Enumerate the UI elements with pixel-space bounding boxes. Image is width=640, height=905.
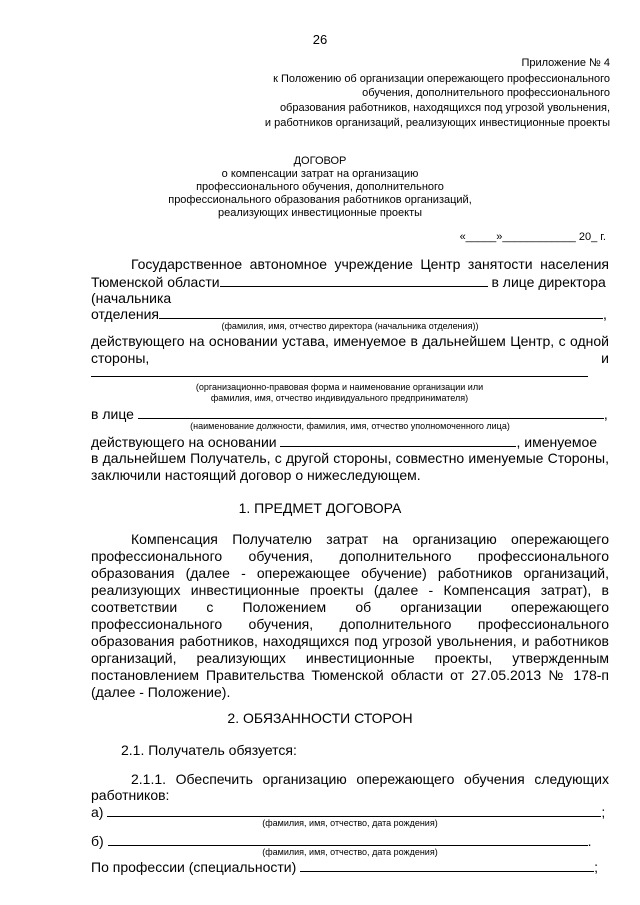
intro-line-6 [91, 350, 609, 367]
worker-a-blank[interactable] [107, 803, 601, 817]
item-a-marker: а) [91, 804, 104, 820]
section-1-line: постановлением Правительства Тюменской области от 27.05.2013 № 178-п [91, 667, 609, 683]
organization-name-blank[interactable] [91, 376, 588, 377]
profession-line [91, 858, 609, 876]
worker-b-blank[interactable] [108, 832, 588, 846]
department-text: отделения [91, 306, 160, 322]
semicolon: ; [601, 804, 606, 820]
person-text: в лице [91, 406, 134, 422]
section-1-line: (далее - Положение). [91, 684, 231, 700]
director-name-blank[interactable] [159, 305, 603, 319]
intro-line-3: (начальника [91, 290, 172, 306]
director-text: в лице директора [491, 274, 606, 290]
region-blank[interactable] [220, 273, 488, 287]
section-1-line: образования работников, находящихся под угрозой увольнения, и работников [91, 633, 609, 649]
basis-text: действующего на основании [91, 434, 277, 450]
section-2-heading: 2. ОБЯЗАННОСТИ СТОРОН [227, 710, 413, 726]
section-1-line: реализующих инвестиционные проекты (далее - Компенсация затрат), в [91, 582, 609, 598]
clause-2-1-1-cont: работников: [91, 787, 170, 803]
contract-subtitle-2: профессионального обучения, дополнительного [196, 181, 444, 193]
basis-blank[interactable] [280, 433, 516, 447]
intro-line-9: в дальнейшем Получатель, с другой стороны, совместно именуемые Стороны, [91, 450, 609, 466]
section-1-line: образования (далее - опережающее обучение) работников организаций, [91, 565, 609, 581]
comma: , [603, 306, 607, 322]
contract-subtitle-4: реализующих инвестиционные проекты [217, 207, 423, 219]
page-number: 26 [312, 32, 328, 47]
organization-hint-2: фамилия, имя, отчество индивидуального предпринимателя) [210, 393, 469, 403]
contract-subtitle-1: о компенсации затрат на организацию [221, 168, 419, 180]
semicolon: ; [594, 859, 599, 875]
section-1-line: профессионального обучения, дополнительного профессионального [91, 548, 609, 564]
named-text: , именуемое [516, 434, 598, 450]
contract-subtitle-3: профессионального образования работников организаций, [168, 194, 472, 206]
intro-line-2 [91, 273, 609, 291]
and-text: и [601, 350, 609, 366]
item-b-marker: б) [91, 833, 104, 849]
intro-line-10: заключили настоящий договор о нижеследующем. [91, 467, 421, 483]
clause-2-1: 2.1. Получатель обязуется: [121, 742, 297, 758]
clause-2-1-1: 2.1.1. Обеспечить организацию опережающего обучения следующих [131, 771, 609, 787]
appendix-line-5: и работников организаций, реализующих инвестиционные проекты [264, 117, 610, 129]
comma: , [603, 406, 608, 422]
profession-text: По профессии (специальности) [91, 859, 297, 875]
region-text: Тюменской области [91, 274, 220, 290]
side-text: стороны, [91, 350, 150, 366]
intro-line-8 [91, 433, 609, 451]
authorized-person-blank[interactable] [138, 405, 604, 419]
appendix-line-4: образования работников, находящихся под угрозой увольнения, [279, 102, 610, 114]
appendix-line-2: к Положению об организации опережающего профессионального [273, 73, 610, 85]
appendix-line-1: Приложение № 4 [521, 57, 610, 69]
intro-line-1: Государственное автономное учреждение Центр занятости населения [131, 256, 609, 272]
section-1-line: Компенсация Получателю затрат на организацию опережающего [131, 531, 609, 547]
director-name-hint: (фамилия, имя, отчество директора (начальника отделения)) [221, 321, 479, 331]
section-1-heading: 1. ПРЕДМЕТ ДОГОВОРА [238, 500, 402, 516]
period: . [587, 833, 592, 849]
worker-a-hint: (фамилия, имя, отчество, дата рождения) [262, 818, 438, 828]
contract-date-field[interactable]: «_____»____________ 20_ г. [459, 231, 606, 243]
section-1-line: соответствии с Положением об организации опережающего [91, 599, 609, 615]
appendix-line-3: обучения, дополнительного профессионального [362, 87, 610, 99]
contract-title: ДОГОВОР [293, 155, 347, 167]
section-1-line: организаций, реализующих инвестиционные проекты, утвержденным [91, 650, 609, 666]
organization-hint-1: (организационно-правовая форма и наименование организации или [195, 382, 484, 392]
profession-blank[interactable] [300, 858, 594, 872]
intro-line-5: действующего на основании устава, именуемое в дальнейшем Центр, с одной [91, 333, 609, 349]
authorized-person-hint: (наименование должности, фамилия, имя, отчество уполномоченного лица) [190, 421, 510, 431]
worker-b-hint: (фамилия, имя, отчество, дата рождения) [262, 847, 438, 857]
section-1-line: профессионального обучения, дополнительного профессионального [91, 616, 609, 632]
